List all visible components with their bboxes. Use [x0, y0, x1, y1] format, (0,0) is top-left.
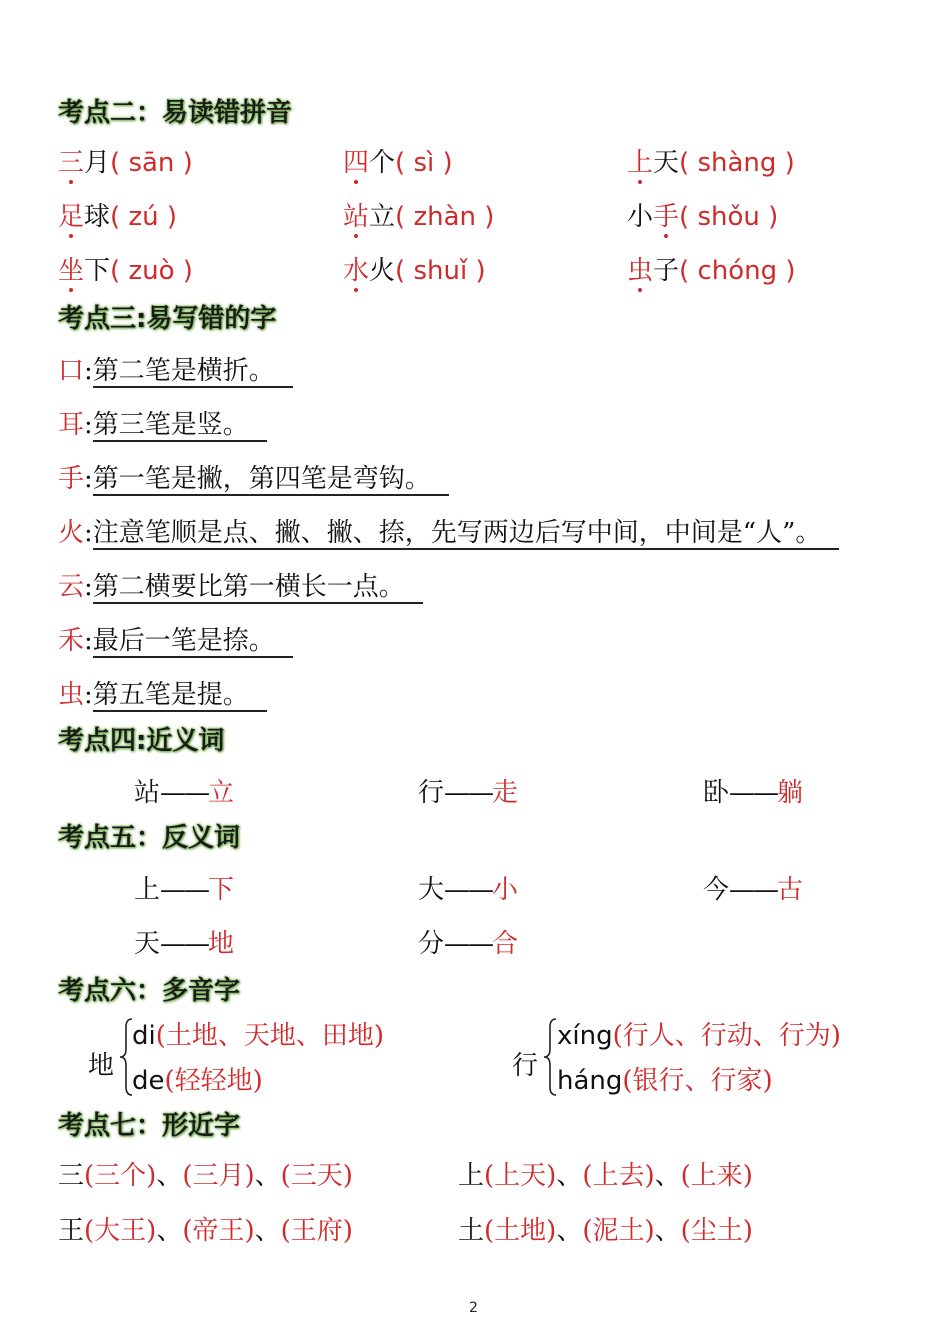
word-pair-second: 下 — [208, 875, 235, 905]
open-paren: ( — [395, 148, 414, 178]
polyphone-pinyin: háng — [557, 1066, 623, 1096]
polyphone-pinyin: xíng — [557, 1021, 613, 1051]
word-pair — [134, 923, 234, 960]
similar-char: 上 — [458, 1161, 485, 1191]
open-paren: ( — [679, 148, 698, 178]
pinyin-item-target-char: 站 — [343, 202, 370, 232]
pinyin-item-target-char: 水 — [343, 256, 370, 286]
colon: : — [84, 356, 93, 386]
word-pair-dash: —— — [160, 875, 209, 905]
word-pair — [418, 772, 518, 809]
stroke-note-text: 第二笔是横折。 — [93, 356, 293, 388]
word-pair — [418, 869, 518, 906]
stroke-note-row — [58, 404, 267, 441]
word-pair — [703, 869, 803, 906]
similar-char-word: (上来) — [680, 1161, 753, 1191]
stroke-note-text: 注意笔顺是点、撇、撇、捺，先写两边后写中间，中间是“人”。 — [93, 518, 840, 550]
word-pair-dash: —— — [160, 929, 209, 959]
close-paren: ) — [434, 148, 453, 178]
open-paren: ( — [679, 256, 698, 286]
pinyin-item — [58, 196, 177, 233]
word-pair — [703, 772, 803, 809]
open-paren: ( — [395, 256, 414, 286]
section4-title: 考点四:近义词 — [58, 726, 225, 756]
similar-char-word: (帝王) — [182, 1216, 255, 1246]
pinyin-item-target-char: 三 — [58, 148, 85, 178]
similar-char-word: (土地) — [484, 1216, 557, 1246]
pinyin-item-suffix: 立 — [369, 202, 396, 232]
close-paren: ) — [759, 202, 779, 232]
close-paren: ) — [174, 256, 193, 286]
similar-char-row — [458, 1155, 753, 1192]
colon: : — [84, 680, 93, 710]
close-paren: ) — [476, 202, 495, 232]
page-number: 2 — [469, 1300, 478, 1316]
pinyin-item — [627, 196, 778, 233]
pinyin-item-suffix: 天 — [653, 148, 680, 178]
pinyin-item — [627, 250, 796, 287]
polyphone-words: (土地、天地、田地) — [155, 1021, 385, 1051]
separator: 、 — [254, 1161, 281, 1191]
word-pair-second: 走 — [492, 778, 519, 808]
stroke-note-char: 口 — [58, 356, 85, 386]
stroke-note-text: 第二横要比第一横长一点。 — [93, 572, 423, 604]
open-paren: ( — [110, 148, 129, 178]
pinyin-item-target-char: 虫 — [627, 256, 654, 286]
separator: 、 — [156, 1161, 183, 1191]
stroke-note-row — [58, 566, 423, 603]
polyphone-reading — [132, 1015, 384, 1052]
pinyin-item — [627, 142, 795, 179]
separator: 、 — [556, 1161, 583, 1191]
pinyin-item-target-char: 足 — [58, 202, 85, 232]
polyphone-pinyin: di — [132, 1021, 156, 1051]
similar-char-word: (泥土) — [582, 1216, 655, 1246]
similar-char-word: (三月) — [182, 1161, 255, 1191]
word-pair-second: 立 — [208, 778, 235, 808]
polyphone-reading — [132, 1060, 263, 1097]
stroke-note-char: 火 — [58, 518, 85, 548]
pinyin-answer: sì — [413, 148, 435, 178]
pinyin-item — [58, 250, 193, 287]
pinyin-answer: zú — [128, 202, 159, 232]
stroke-note-row — [58, 512, 839, 549]
word-pair — [134, 772, 234, 809]
close-paren: ) — [467, 256, 486, 286]
close-paren: ) — [174, 148, 193, 178]
section5-title: 考点五：反义词 — [58, 823, 241, 853]
word-pair-first: 今 — [703, 875, 730, 905]
pinyin-answer: zhàn — [413, 202, 476, 232]
pinyin-item — [58, 142, 193, 179]
pinyin-item-suffix: 下 — [84, 256, 111, 286]
polyphone-pinyin: de — [132, 1066, 165, 1096]
stroke-note-text: 第三笔是竖。 — [93, 410, 267, 442]
word-pair-dash: —— — [729, 778, 778, 808]
close-paren: ) — [158, 202, 178, 232]
polyphone-words: (轻轻地) — [164, 1066, 263, 1096]
pinyin-item-suffix: 月 — [84, 148, 111, 178]
pinyin-item-target-char: 手 — [653, 202, 680, 232]
open-paren: ( — [110, 256, 129, 286]
pinyin-item — [343, 196, 494, 233]
word-pair-dash: —— — [729, 875, 778, 905]
word-pair-second: 小 — [492, 875, 519, 905]
similar-char-row — [458, 1210, 753, 1247]
separator: 、 — [556, 1216, 583, 1246]
polyphone-words: (银行、行家) — [622, 1066, 773, 1096]
word-pair-first: 站 — [134, 778, 161, 808]
stroke-note-char: 禾 — [58, 626, 85, 656]
word-pair-second: 躺 — [777, 778, 804, 808]
section3-title: 考点三:易写错的字 — [58, 304, 277, 334]
polyphone-reading — [557, 1015, 841, 1052]
similar-char-word: (三天) — [280, 1161, 353, 1191]
word-pair — [134, 869, 234, 906]
colon: : — [84, 464, 93, 494]
section6-title: 考点六：多音字 — [58, 976, 241, 1006]
pinyin-item-suffix: 球 — [84, 202, 111, 232]
pinyin-item-prefix: 小 — [627, 202, 654, 232]
stroke-note-row — [58, 458, 449, 495]
word-pair-first: 卧 — [703, 778, 730, 808]
word-pair-first: 大 — [418, 875, 445, 905]
polyphone-reading — [557, 1060, 773, 1097]
similar-char: 土 — [458, 1216, 485, 1246]
word-pair-first: 天 — [134, 929, 161, 959]
separator: 、 — [254, 1216, 281, 1246]
similar-char-word: (尘土) — [680, 1216, 753, 1246]
similar-char-row — [58, 1155, 353, 1192]
pinyin-item — [343, 142, 453, 179]
word-pair-second: 地 — [208, 929, 235, 959]
stroke-note-row — [58, 674, 267, 711]
colon: : — [84, 518, 93, 548]
pinyin-answer: chóng — [697, 256, 778, 286]
pinyin-item-suffix: 火 — [369, 256, 396, 286]
similar-char: 三 — [58, 1161, 85, 1191]
similar-char-word: (上去) — [582, 1161, 655, 1191]
pinyin-answer: zuò — [128, 256, 175, 286]
section7-title: 考点七：形近字 — [58, 1111, 241, 1141]
stroke-note-char: 虫 — [58, 680, 85, 710]
polyphone-words: (行人、行动、行为) — [612, 1021, 841, 1051]
pinyin-item-target-char: 坐 — [58, 256, 85, 286]
word-pair-dash: —— — [444, 929, 493, 959]
pinyin-item-target-char: 上 — [627, 148, 654, 178]
colon: : — [84, 572, 93, 602]
word-pair — [418, 923, 518, 960]
stroke-note-char: 耳 — [58, 410, 85, 440]
section2-title: 考点二：易读错拼音 — [58, 98, 293, 128]
curly-brace-icon — [542, 1017, 558, 1097]
similar-char-word: (大王) — [84, 1216, 157, 1246]
separator: 、 — [654, 1216, 681, 1246]
stroke-note-char: 手 — [58, 464, 85, 494]
stroke-note-text: 第五笔是提。 — [93, 680, 267, 712]
word-pair-first: 上 — [134, 875, 161, 905]
close-paren: ) — [776, 148, 795, 178]
stroke-note-text: 第一笔是撇，第四笔是弯钩。 — [93, 464, 449, 496]
pinyin-answer: sān — [128, 148, 175, 178]
word-pair-first: 行 — [418, 778, 445, 808]
word-pair-second: 古 — [777, 875, 804, 905]
polyphone-char: 地 — [88, 1051, 115, 1081]
colon: : — [84, 626, 93, 656]
pinyin-item-suffix: 子 — [653, 256, 680, 286]
pinyin-item-suffix: 个 — [369, 148, 396, 178]
separator: 、 — [156, 1216, 183, 1246]
similar-char: 王 — [58, 1216, 85, 1246]
stroke-note-row — [58, 350, 293, 387]
stroke-note-row — [58, 620, 293, 657]
pinyin-item — [343, 250, 486, 287]
stroke-note-char: 云 — [58, 572, 85, 602]
open-paren: ( — [395, 202, 414, 232]
pinyin-answer: shuǐ — [413, 256, 468, 286]
pinyin-answer: shǒu — [697, 202, 760, 232]
word-pair-second: 合 — [492, 929, 519, 959]
word-pair-dash: —— — [444, 875, 493, 905]
pinyin-answer: shàng — [697, 148, 777, 178]
open-paren: ( — [110, 202, 129, 232]
word-pair-dash: —— — [444, 778, 493, 808]
close-paren: ) — [777, 256, 796, 286]
polyphone-char: 行 — [512, 1051, 539, 1081]
word-pair-dash: —— — [160, 778, 209, 808]
separator: 、 — [654, 1161, 681, 1191]
open-paren: ( — [679, 202, 698, 232]
similar-char-word: (三个) — [84, 1161, 157, 1191]
word-pair-first: 分 — [418, 929, 445, 959]
pinyin-item-target-char: 四 — [343, 148, 370, 178]
similar-char-word: (上天) — [484, 1161, 557, 1191]
colon: : — [84, 410, 93, 440]
similar-char-word: (王府) — [280, 1216, 353, 1246]
stroke-note-text: 最后一笔是捺。 — [93, 626, 293, 658]
similar-char-row — [58, 1210, 353, 1247]
